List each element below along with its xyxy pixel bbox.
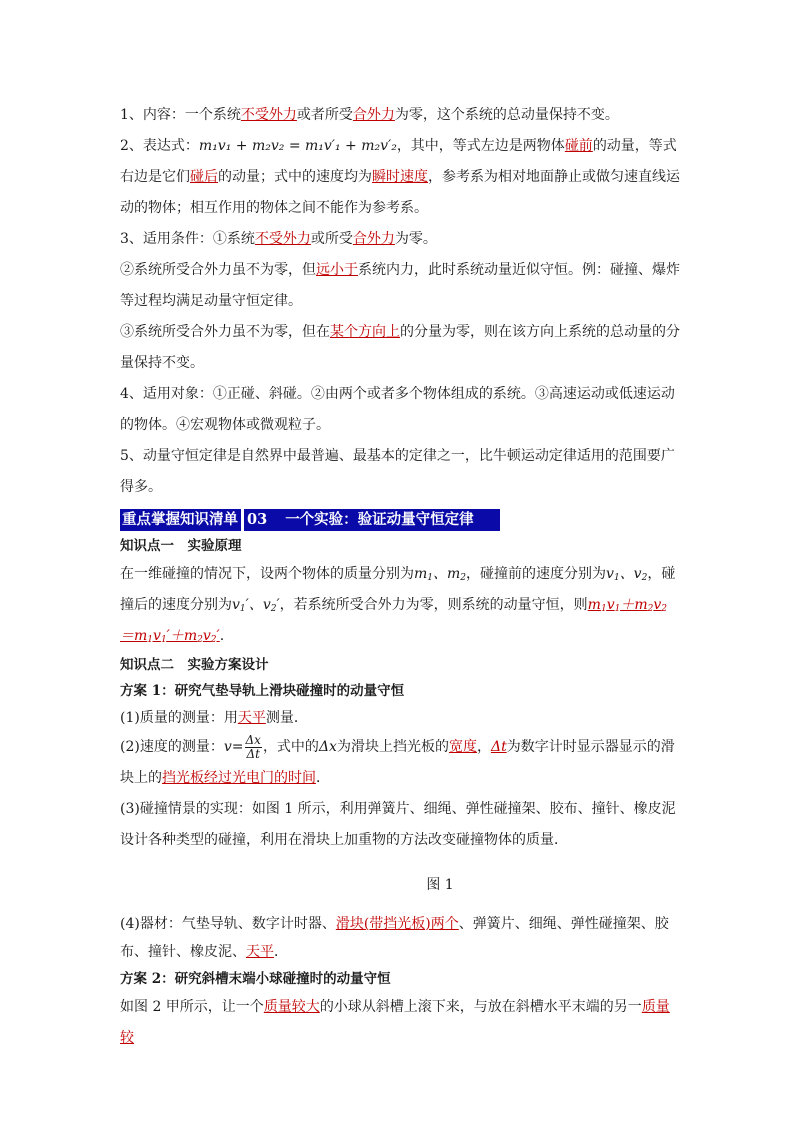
key-term: 某个方向上 xyxy=(330,324,400,340)
condition-paragraph xyxy=(120,224,680,255)
text: 1、内容：一个系统 xyxy=(120,107,241,123)
text: ，参考系为相对地面静止或做匀速直线运动的物体；相互作用的物体之间不能作为参考系。 xyxy=(120,169,680,216)
text: ③系统所受合外力虽不为零，但在 xyxy=(120,324,330,340)
banner-label: 重点掌握知识清单 xyxy=(122,511,238,528)
principle-paragraph xyxy=(120,559,680,652)
text: (4)器材：气垫导轨、数字计时器、 xyxy=(120,916,336,932)
plan-2-paragraph xyxy=(120,992,680,1054)
section-banner xyxy=(120,509,500,531)
velocity-symbol: v xyxy=(223,739,232,755)
key-term: 天平 xyxy=(246,944,274,960)
key-term: 质量较 xyxy=(120,999,670,1046)
expression-paragraph xyxy=(120,131,680,224)
text: ． xyxy=(316,770,330,786)
key-term: 合外力 xyxy=(352,231,395,247)
banner-code: 03 xyxy=(247,511,268,528)
text: ，其中，等式左边是两物体 xyxy=(396,138,565,154)
text: ，碰撞前的速度分别为 xyxy=(466,566,607,582)
text: 为数字计时显示器显示的滑块上的 xyxy=(120,739,675,786)
plan-1-title: 方案 1：研究气垫导轨上滑块碰撞时的动量守恒 xyxy=(120,683,405,699)
text: 或所受 xyxy=(310,231,353,247)
text: 的小球从斜槽上滚下来，与放在斜槽水平末端的另一 xyxy=(319,999,642,1015)
objects-paragraph xyxy=(120,379,680,441)
text: 的动量，等式右边是它们 xyxy=(120,138,677,185)
text: ， xyxy=(476,739,491,755)
key-term: 滑块(带挡光板)两个 xyxy=(335,916,459,932)
condition-2-paragraph xyxy=(120,255,680,317)
text: 在一维碰撞的情况下，设两个物体的质量分别为 xyxy=(120,566,414,582)
conservation-formula: $m_1v_1+m_2v_2=m_1v_1'+m_2v_2'$ xyxy=(120,597,668,645)
text: ②系统所受合外力虽不为零，但 xyxy=(120,262,316,278)
banner-divider xyxy=(241,509,244,531)
text: 3、适用条件：①系统 xyxy=(120,231,255,247)
velocity-fraction: $\frac{\Delta x}{\Delta t}$ xyxy=(245,732,261,761)
key-term: 远小于 xyxy=(316,262,358,278)
key-term: 碰前 xyxy=(564,138,593,154)
banner-title: 一个实验：验证动量守恒定律 xyxy=(285,511,474,528)
knowledge-point-1-heading: 知识点一 实验原理 xyxy=(120,538,242,554)
mass-symbols: $m_1$、$m_2$ xyxy=(414,566,467,583)
text: (2)速度的测量： xyxy=(120,739,224,755)
text: 的动量；式中的速度均为 xyxy=(218,169,372,185)
key-term: 不受外力 xyxy=(240,107,297,123)
key-term: 碰后 xyxy=(190,169,218,185)
text: 2、表达式： xyxy=(120,138,199,154)
collision-paragraph xyxy=(120,794,680,856)
key-term: 宽度 xyxy=(448,739,477,755)
figure-1-caption: 图 1 xyxy=(426,877,454,893)
text: ，式中的 xyxy=(262,739,319,755)
key-term: 瞬时速度 xyxy=(372,169,428,185)
condition-3-paragraph xyxy=(120,317,680,379)
text: 为零，这个系统的总动量保持不变。 xyxy=(394,107,619,123)
text: (1)质量的测量：用 xyxy=(120,710,238,726)
delta-t-symbol: Δt xyxy=(490,739,507,755)
text: 、弹簧片、细绳、弹性碰撞架、胶布、撞针、橡皮泥、 xyxy=(120,916,669,960)
document-body xyxy=(120,100,680,1054)
text: (3)碰撞情景的实现：如图 1 所示，利用弹簧片、细绳、弹性碰撞架、胶布、撞针、橡皮泥设计各种类型的碰撞，利用在滑块上加重物的方法改变碰撞物体的质量． xyxy=(120,801,676,848)
content-paragraph xyxy=(120,100,680,131)
text: 测量． xyxy=(265,710,308,726)
text: 或者所受 xyxy=(296,107,353,123)
text: ，若系统所受合外力为零，则系统的动量守恒，则 xyxy=(279,597,588,613)
knowledge-point-2-heading: 知识点二 实验方案设计 xyxy=(120,657,269,673)
after-velocity-symbols: $v_1'$、$v_2'$ xyxy=(232,597,280,614)
text: . xyxy=(219,628,225,644)
momentum-formula: m₁v₁ + m₂v₂ = m₁v′₁ + m₂v′₂ xyxy=(198,138,397,154)
text: 如图 2 甲所示，让一个 xyxy=(120,999,264,1015)
velocity-measure-paragraph: (2)速度的测量：v= $\frac{\Delta x}{\Delta t}$ ，式中的Δx为滑块上挡光板的宽度，Δt为数字计时显示器显示的滑块上的挡光板经过光电门的时间． xyxy=(120,732,675,786)
mass-measure-paragraph xyxy=(120,704,680,732)
text: ，碰撞后的速度分别为 xyxy=(120,566,676,613)
key-term: 不受外力 xyxy=(254,231,311,247)
text: 为滑块上挡光板的 xyxy=(336,739,449,755)
key-term: 挡光板经过光电门的时间 xyxy=(162,770,316,786)
delta-x-symbol: Δx xyxy=(318,739,337,755)
key-term: 质量较大 xyxy=(263,999,320,1015)
velocity-symbols: $v_1$、$v_2$ xyxy=(606,566,648,583)
text: 系统内力，此时系统动量近似守恒。例：碰撞、爆炸等过程均满足动量守恒定律。 xyxy=(120,262,680,309)
text: 的分量为零，则在该方向上系统的总动量的分量保持不变。 xyxy=(120,324,680,371)
law-paragraph xyxy=(120,441,680,503)
text: 5、动量守恒定律是自然界中最普遍、最基本的定律之一，比牛顿运动定律适用的范围要广得多。 xyxy=(120,448,675,495)
text: ． xyxy=(274,944,288,960)
text: 为零。 xyxy=(394,231,437,247)
plan-2-title: 方案 2：研究斜槽末端小球碰撞时的动量守恒 xyxy=(120,971,391,987)
text: 4、适用对象：①正碰、斜碰。②由两个或者多个物体组成的系统。③高速运动或低速运动的物体。④宏观物体或微观粒子。 xyxy=(120,386,675,433)
equipment-paragraph xyxy=(120,910,680,966)
key-term: 合外力 xyxy=(352,107,395,123)
key-term: 天平 xyxy=(237,710,266,726)
